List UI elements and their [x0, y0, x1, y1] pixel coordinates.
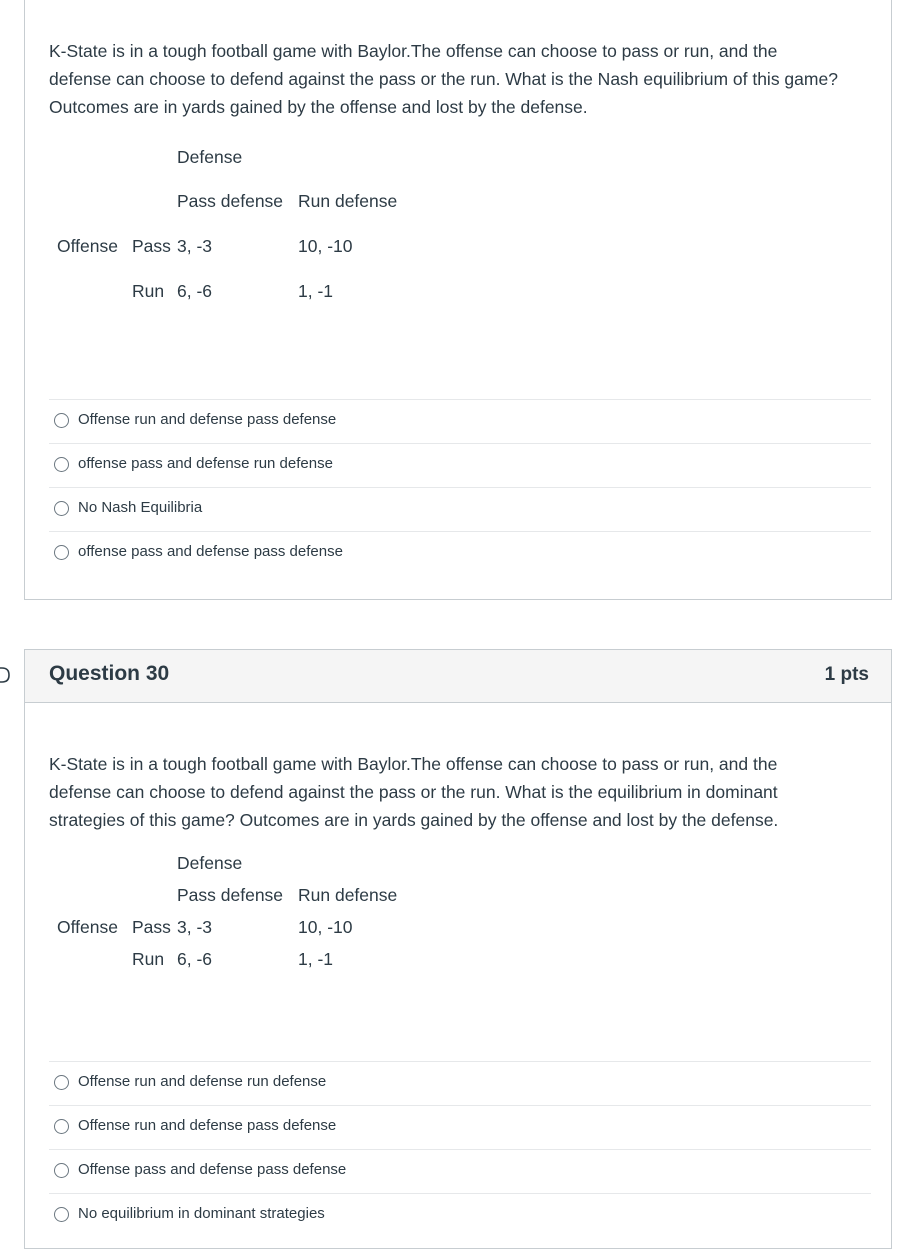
cell-run-passdef: 6, -6: [177, 949, 213, 969]
cell-run-rundef: 1, -1: [298, 281, 334, 301]
radio-button[interactable]: [54, 1119, 69, 1134]
row-run-label: Run: [132, 949, 165, 969]
question-30-prompt: K-State is in a tough football game with Baylor.The offense can choose to pass or run, and the defense can choose to defend against the pass or the run. What is the equilibrium in dominant strategies of this game? Outcomes are in yards gained by the offense and lost by the defense.: [49, 754, 779, 830]
answer-label[interactable]: Offense run and defense run defense: [78, 1073, 327, 1090]
radio-button[interactable]: [54, 501, 69, 516]
answer-option[interactable]: [49, 1105, 871, 1149]
offense-label: Offense: [57, 236, 118, 256]
question-29-prompt: K-State is in a tough football game with Baylor.The offense can choose to pass or run, and the defense can choose to defend against the pass or the run. What is the Nash equilibrium of this game? Outcomes are in yards gained by the offense and lost by the defense.: [49, 41, 838, 117]
radio-button[interactable]: [54, 1163, 69, 1178]
answer-option[interactable]: [49, 487, 871, 531]
radio-button[interactable]: [54, 545, 69, 560]
radio-button[interactable]: [54, 1207, 69, 1222]
answer-label[interactable]: No equilibrium in dominant strategies: [78, 1205, 325, 1222]
defense-label: Defense: [177, 853, 243, 873]
cell-pass-rundef: 10, -10: [298, 236, 353, 256]
cell-run-passdef: 6, -6: [177, 281, 213, 301]
cell-pass-rundef: 10, -10: [298, 917, 353, 937]
row-pass-label: Pass: [132, 917, 171, 937]
radio-button[interactable]: [54, 457, 69, 472]
answer-option[interactable]: [49, 1061, 871, 1105]
row-pass-label: Pass: [132, 236, 171, 256]
answer-option[interactable]: [49, 443, 871, 487]
cell-pass-passdef: 3, -3: [177, 236, 213, 256]
col-pass-defense: Pass defense: [177, 885, 284, 905]
cell-pass-passdef: 3, -3: [177, 917, 213, 937]
answer-label[interactable]: Offense run and defense pass defense: [78, 411, 337, 428]
defense-label: Defense: [177, 147, 243, 167]
answer-label[interactable]: Offense run and defense pass defense: [78, 1117, 337, 1134]
answer-label[interactable]: No Nash Equilibria: [78, 499, 203, 516]
col-run-defense: Run defense: [298, 191, 398, 211]
question-header: [25, 650, 891, 703]
question-flag-icon[interactable]: [0, 666, 12, 684]
answer-label[interactable]: offense pass and defense run defense: [78, 455, 333, 472]
answer-option[interactable]: [49, 531, 871, 575]
cell-run-rundef: 1, -1: [298, 949, 334, 969]
question-29-card: [24, 0, 892, 600]
offense-label: Offense: [57, 917, 118, 937]
answer-label[interactable]: Offense pass and defense pass defense: [78, 1161, 347, 1178]
row-run-label: Run: [132, 281, 165, 301]
question-points: 1 pts: [824, 664, 869, 685]
col-pass-defense: Pass defense: [177, 191, 284, 211]
answer-label[interactable]: offense pass and defense pass defense: [78, 543, 343, 560]
answer-option[interactable]: [49, 1193, 871, 1237]
radio-button[interactable]: [54, 1075, 69, 1090]
answer-option[interactable]: [49, 399, 871, 443]
col-run-defense: Run defense: [298, 885, 398, 905]
answer-list-30: [49, 1061, 871, 1237]
question-title: Question 30: [49, 662, 170, 685]
radio-button[interactable]: [54, 413, 69, 428]
answer-option[interactable]: [49, 1149, 871, 1193]
question-30-card: [24, 649, 892, 1249]
answer-list-29: [49, 399, 871, 575]
